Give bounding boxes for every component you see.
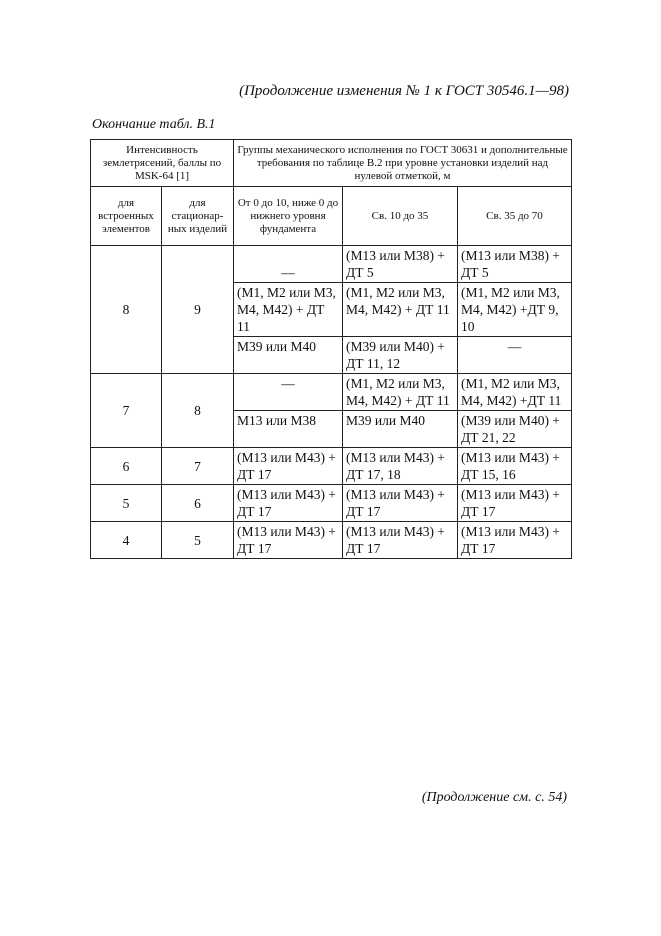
header-groups: Группы механического исполнения по ГОСТ 30631 и дополнительные требования по таблице В.2 при уровне установки изделий над нулевой отметкой, м: [234, 140, 572, 187]
cell-value: (M13 или M43) + ДТ 17: [458, 522, 572, 559]
cell-builtin: 4: [91, 522, 162, 559]
cell-stationary: 7: [162, 448, 234, 485]
cell-value: (M1, M2 или M3, M4, M42) +ДТ 9, 10: [458, 283, 572, 337]
cell-stationary: 9: [162, 246, 234, 374]
cell-value: (M1, M2 или M3, M4, M42) + ДТ 11: [343, 374, 458, 411]
cell-value: (M13 или M43) + ДТ 17: [343, 485, 458, 522]
cell-stationary: 6: [162, 485, 234, 522]
table-caption: Окончание табл. В.1: [92, 117, 216, 132]
cell-value: (M13 или M43) + ДТ 17: [234, 448, 343, 485]
cell-value: (M39 или M40) + ДТ 21, 22: [458, 411, 572, 448]
table-row: [91, 246, 572, 283]
table-row: [91, 374, 572, 411]
cell-builtin: 5: [91, 485, 162, 522]
cell-value: M39 или M40: [343, 411, 458, 448]
header-builtin: для встроенных элементов: [91, 187, 162, 246]
cell-value: (M1, M2 или M3, M4, M42) + ДТ 11: [343, 283, 458, 337]
header-intensity: Интенсивность землетрясений, баллы по MSK-64 [1]: [91, 140, 234, 187]
cell-value: (M13 или M43) + ДТ 17: [234, 522, 343, 559]
header-stationary: для стационар-ных изделий: [162, 187, 234, 246]
page-footer: (Продолжение см. с. 54): [421, 790, 567, 805]
seismic-table: [90, 139, 572, 559]
cell-value: (M39 или M40) + ДТ 11, 12: [343, 337, 458, 374]
page-header: (Продолжение изменения № 1 к ГОСТ 30546.1—98): [239, 83, 569, 99]
cell-stationary: 5: [162, 522, 234, 559]
cell-builtin: 8: [91, 246, 162, 374]
cell-value: (M13 или M43) + ДТ 17: [234, 485, 343, 522]
cell-builtin: 7: [91, 374, 162, 448]
cell-value: (M13 или M43) + ДТ 17: [458, 485, 572, 522]
cell-value: —: [234, 374, 343, 411]
header-range-0-10: От 0 до 10, ниже 0 до нижнего уровня фундамента: [234, 187, 343, 246]
table-row: [91, 448, 572, 485]
cell-value: (M13 или M43) + ДТ 17: [343, 522, 458, 559]
cell-value: —: [234, 246, 343, 283]
cell-value: (M13 или M43) + ДТ 15, 16: [458, 448, 572, 485]
cell-stationary: 8: [162, 374, 234, 448]
cell-value: M13 или M38: [234, 411, 343, 448]
cell-value: (M13 или M43) + ДТ 17, 18: [343, 448, 458, 485]
cell-value: (M13 или M38) + ДТ 5: [343, 246, 458, 283]
header-range-35-70: Св. 35 до 70: [458, 187, 572, 246]
table-row: [91, 485, 572, 522]
header-row-2: [91, 187, 572, 246]
cell-value: (M13 или M38) + ДТ 5: [458, 246, 572, 283]
cell-value: (M1, M2 или M3, M4, M42) + ДТ 11: [234, 283, 343, 337]
cell-value: (M1, M2 или M3, M4, M42) +ДТ 11: [458, 374, 572, 411]
header-range-10-35: Св. 10 до 35: [343, 187, 458, 246]
cell-builtin: 6: [91, 448, 162, 485]
table-row: [91, 522, 572, 559]
cell-value: —: [458, 337, 572, 374]
header-row-1: [91, 140, 572, 187]
cell-value: M39 или M40: [234, 337, 343, 374]
